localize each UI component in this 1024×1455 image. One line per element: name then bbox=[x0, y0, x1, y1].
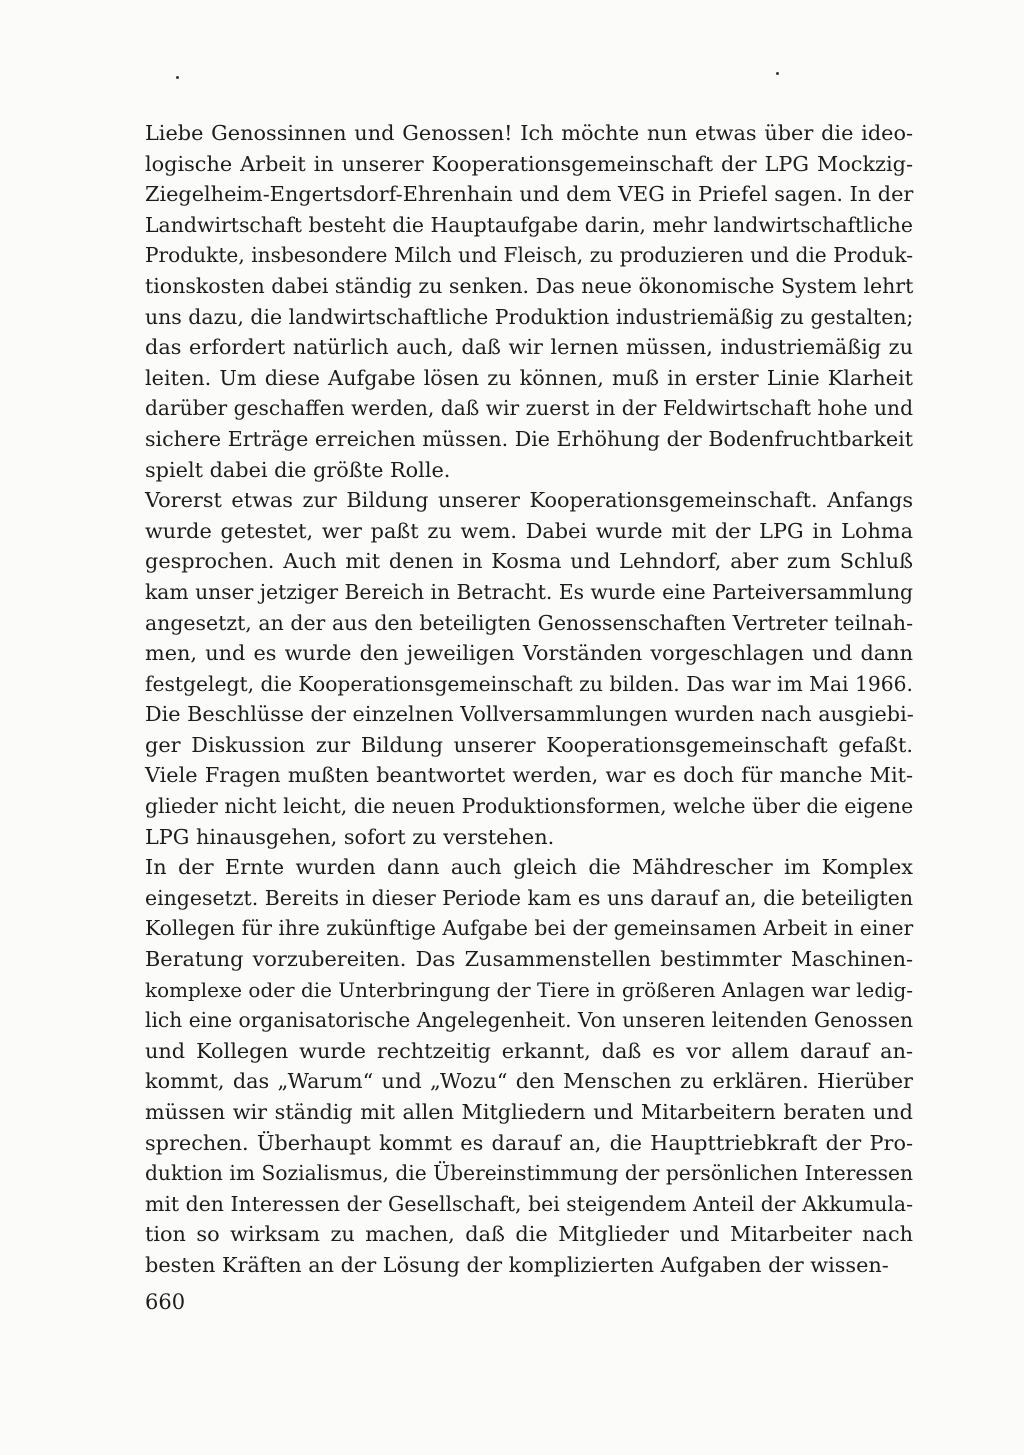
text-line: Ziegelheim-Engertsdorf-Ehrenhain und dem VEG in Priefel sagen. In der bbox=[145, 182, 914, 207]
body-text bbox=[145, 118, 913, 1281]
text-line: Beratung vorzubereiten. Das Zusammenstellen bestimmter Maschinen- bbox=[145, 947, 913, 972]
text-line: kommt, das „Warum“ und „Wozu“ den Menschen zu erklären. Hierüber bbox=[145, 1069, 913, 1094]
text-line: Die Beschlüsse der einzelnen Vollversammlungen wurden nach ausgiebi- bbox=[145, 702, 914, 727]
text-line: Kollegen für ihre zukünftige Aufgabe bei der gemeinsamen Arbeit in einer bbox=[145, 916, 914, 941]
text-line: logische Arbeit in unserer Kooperationsgemeinschaft der LPG Mockzig- bbox=[145, 151, 913, 176]
text-line: glieder nicht leicht, die neuen Produktionsformen, welche über die eigene bbox=[145, 794, 914, 819]
paragraph bbox=[145, 485, 913, 852]
text-line: Liebe Genossinnen und Genossen! Ich möchte nun etwas über die ideo- bbox=[145, 121, 913, 145]
scan-speck bbox=[776, 72, 779, 75]
text-line: eingesetzt. Bereits in dieser Periode kam es uns darauf an, die beteiligten bbox=[145, 885, 913, 910]
text-line: sprechen. Überhaupt kommt es darauf an, die Haupttriebkraft der Pro- bbox=[145, 1130, 913, 1155]
scan-speck bbox=[176, 76, 179, 79]
text-line: mit den Interessen der Gesellschaft, bei steigendem Anteil der Akkumula- bbox=[145, 1191, 913, 1216]
text-line: darüber geschaffen werden, daß wir zuerst in der Feldwirtschaft hohe und bbox=[145, 396, 913, 421]
text-line: wurde getestet, wer paßt zu wem. Dabei wurde mit der LPG in Lohma bbox=[145, 518, 913, 543]
paragraph bbox=[145, 852, 913, 1280]
text-line: und Kollegen wurde rechtzeitig erkannt, daß es vor allem darauf an- bbox=[145, 1038, 913, 1063]
text-line: sichere Erträge erreichen müssen. Die Erhöhung der Bodenfruchtbarkeit bbox=[145, 426, 913, 451]
text-line: Vorerst etwas zur Bildung unserer Kooperationsgemeinschaft. Anfangs bbox=[145, 488, 913, 513]
text-line: festgelegt, die Kooperationsgemeinschaft zu bilden. Das war im Mai 1966. bbox=[145, 671, 913, 696]
text-line: In der Ernte wurden dann auch gleich die Mähdrescher im Komplex bbox=[145, 855, 913, 880]
text-line: kam unser jetziger Bereich in Betracht. Es wurde eine Parteiversammlung bbox=[145, 579, 913, 604]
text-line: uns dazu, die landwirtschaftliche Produktion industriemäßig zu gestalten; bbox=[145, 304, 914, 329]
text-line: duktion im Sozialismus, die Übereinstimmung der persönlichen Interessen bbox=[145, 1161, 913, 1186]
text-line: men, und es wurde den jeweiligen Vorständen vorgeschlagen und dann bbox=[145, 641, 913, 666]
text-line: müssen wir ständig mit allen Mitgliedern und Mitarbeitern beraten und bbox=[145, 1100, 913, 1124]
text-line: spielt dabei die größte Rolle. bbox=[145, 457, 451, 482]
text-line: komplexe oder die Unterbringung der Tiere in größeren Anlagen war ledig- bbox=[145, 977, 913, 1002]
text-line: tion so wirksam zu machen, daß die Mitglieder und Mitarbeiter nach bbox=[145, 1222, 913, 1247]
text-line: Produkte, insbesondere Milch und Fleisch, zu produzieren und die Produk- bbox=[145, 243, 913, 268]
page-number: 660 bbox=[145, 1290, 186, 1314]
text-line: tionskosten dabei ständig zu senken. Das neue ökonomische System lehrt bbox=[145, 273, 914, 298]
text-line: das erfordert natürlich auch, daß wir lernen müssen, industriemäßig zu bbox=[145, 335, 913, 360]
text-line: LPG hinausgehen, sofort zu verstehen. bbox=[145, 824, 555, 849]
text-line: gesprochen. Auch mit denen in Kosma und Lehndorf, aber zum Schluß bbox=[145, 549, 913, 574]
paragraph bbox=[145, 118, 913, 485]
text-line: lich eine organisatorische Angelegenheit. Von unseren leitenden Genossen bbox=[145, 1008, 913, 1033]
text-line: leiten. Um diese Aufgabe lösen zu können, muß in erster Linie Klarheit bbox=[145, 365, 913, 390]
text-line: Landwirtschaft besteht die Hauptaufgabe darin, mehr landwirtschaftliche bbox=[145, 212, 913, 237]
text-line: Viele Fragen mußten beantwortet werden, war es doch für manche Mit- bbox=[145, 763, 913, 788]
text-line: ger Diskussion zur Bildung unserer Kooperationsgemeinschaft gefaßt. bbox=[145, 732, 913, 757]
text-line: besten Kräften an der Lösung der komplizierten Aufgaben der wissen- bbox=[145, 1252, 889, 1277]
text-line: angesetzt, an der aus den beteiligten Genossenschaften Vertreter teilnah- bbox=[145, 610, 913, 635]
